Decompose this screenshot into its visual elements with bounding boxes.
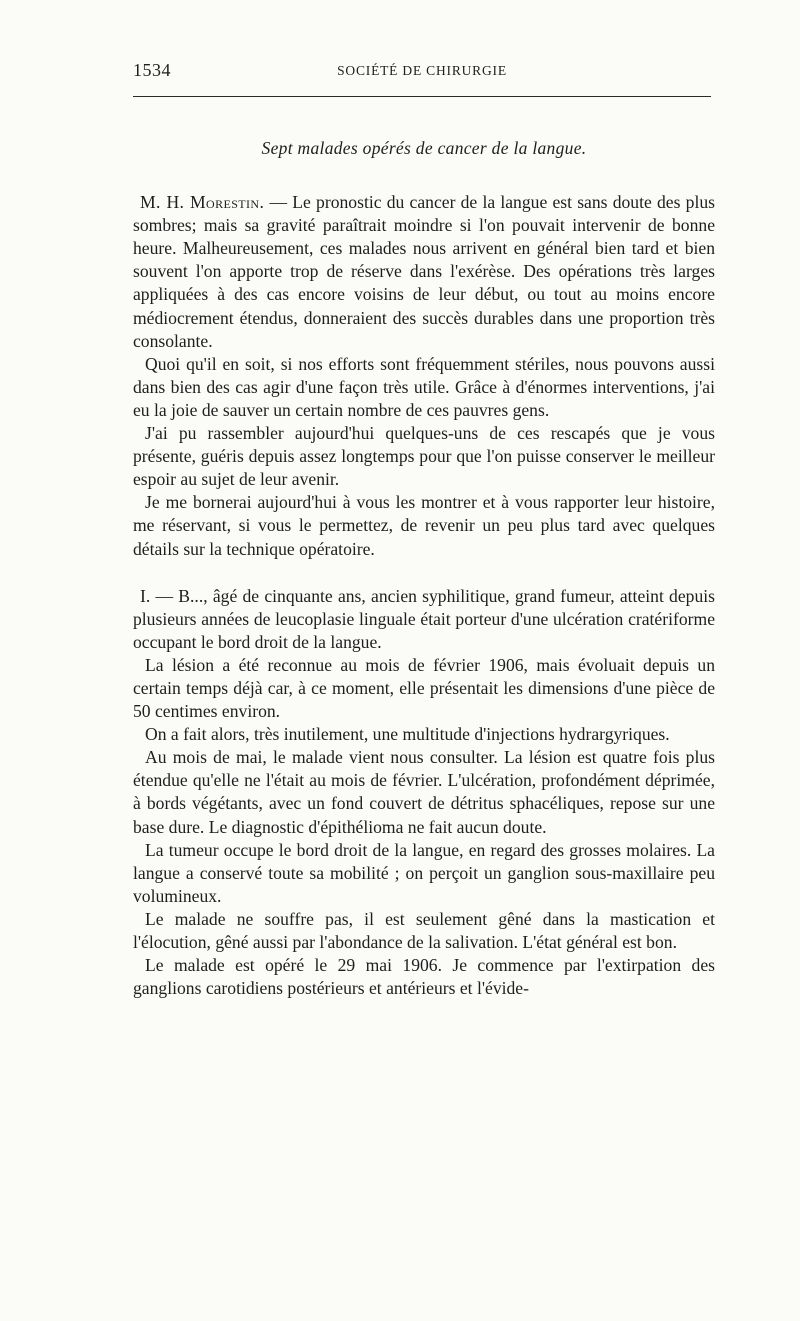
intro-text: — Le pronostic du cancer de la langue est sans doute des plus sombres; mais sa gravité paraîtrait moindre si l'on pouvait intervenir de bonne heure. Malheureusement, ces malades nous arrivent en général bien tard et bien souvent l'on apporte trop de réserve dans l'exérèse. Des opérations très larges appliquées à des cas encore voisins de leur début, ou tout au moins encore médiocrement étendus, donneraient des succès durables dans une proportion très consolante. bbox=[133, 192, 715, 351]
paragraph: Quoi qu'il en soit, si nos efforts sont fréquemment stériles, nous pouvons aussi dans bien des cas agir d'une façon très utile. Grâce à d'énormes interventions, j'ai eu la joie de sauver un certain nombre de ces pauvres gens. bbox=[133, 353, 715, 420]
case-paragraph: Au mois de mai, le malade vient nous consulter. La lésion est quatre fois plus étendue qu'elle ne l'était au mois de février. L'ulcération, profondément déprimée, à bords végétants, avec un fond couvert de détritus sphacéliques, repose sur une base dure. Le diagnostic d'épithélioma ne fait aucun doute. bbox=[133, 747, 715, 837]
case-paragraph: I. — B..., âgé de cinquante ans, ancien syphilitique, grand fumeur, atteint depuis plusieurs années de leucoplasie linguale était porteur d'une ulcération cratériforme occupant le bord droit de la langue. bbox=[133, 585, 715, 652]
case-paragraph: On a fait alors, très inutilement, une multitude d'injections hydrargyriques. bbox=[145, 724, 670, 745]
case-paragraph: Le malade ne souffre pas, il est seulement gêné dans la mastication et l'élocution, gêné aussi par l'abondance de la salivation. L'état général est bon. bbox=[133, 908, 715, 952]
article-body bbox=[133, 137, 715, 1000]
case-paragraph: Le malade est opéré le 29 mai 1906. Je commence par l'extirpation des ganglions carotidiens postérieurs et antérieurs et l'évide- bbox=[133, 955, 715, 999]
page-header bbox=[133, 60, 711, 84]
paragraph: Je me bornerai aujourd'hui à vous les montrer et à vous rapporter leur histoire, me réservant, si vous le permettez, de revenir un peu plus tard avec quelques détails sur la technique opératoire. bbox=[133, 492, 715, 559]
header-rule bbox=[133, 96, 711, 97]
running-title: SOCIÉTÉ DE CHIRURGIE bbox=[337, 63, 507, 78]
page-number: 1534 bbox=[133, 60, 171, 80]
paragraph: J'ai pu rassembler aujourd'hui quelques-uns de ces rescapés que je vous présente, guéris depuis assez longtemps pour que l'on puisse conserver le meilleur espoir au sujet de leur avenir. bbox=[133, 423, 715, 490]
case-paragraph: La tumeur occupe le bord droit de la langue, en regard des grosses molaires. La langue a conservé toute sa mobilité ; on perçoit un ganglion sous-maxillaire peu volumineux. bbox=[133, 839, 715, 906]
article-title: Sept malades opérés de cancer de la langue. bbox=[261, 138, 587, 158]
author-name: M. H. Morestin. bbox=[140, 192, 265, 213]
intro-paragraph bbox=[133, 191, 715, 353]
case-paragraph: La lésion a été reconnue au mois de février 1906, mais évoluait depuis un certain temps déjà car, à ce moment, elle présentait les dimensions d'une pièce de 50 centimes environ. bbox=[133, 654, 715, 722]
